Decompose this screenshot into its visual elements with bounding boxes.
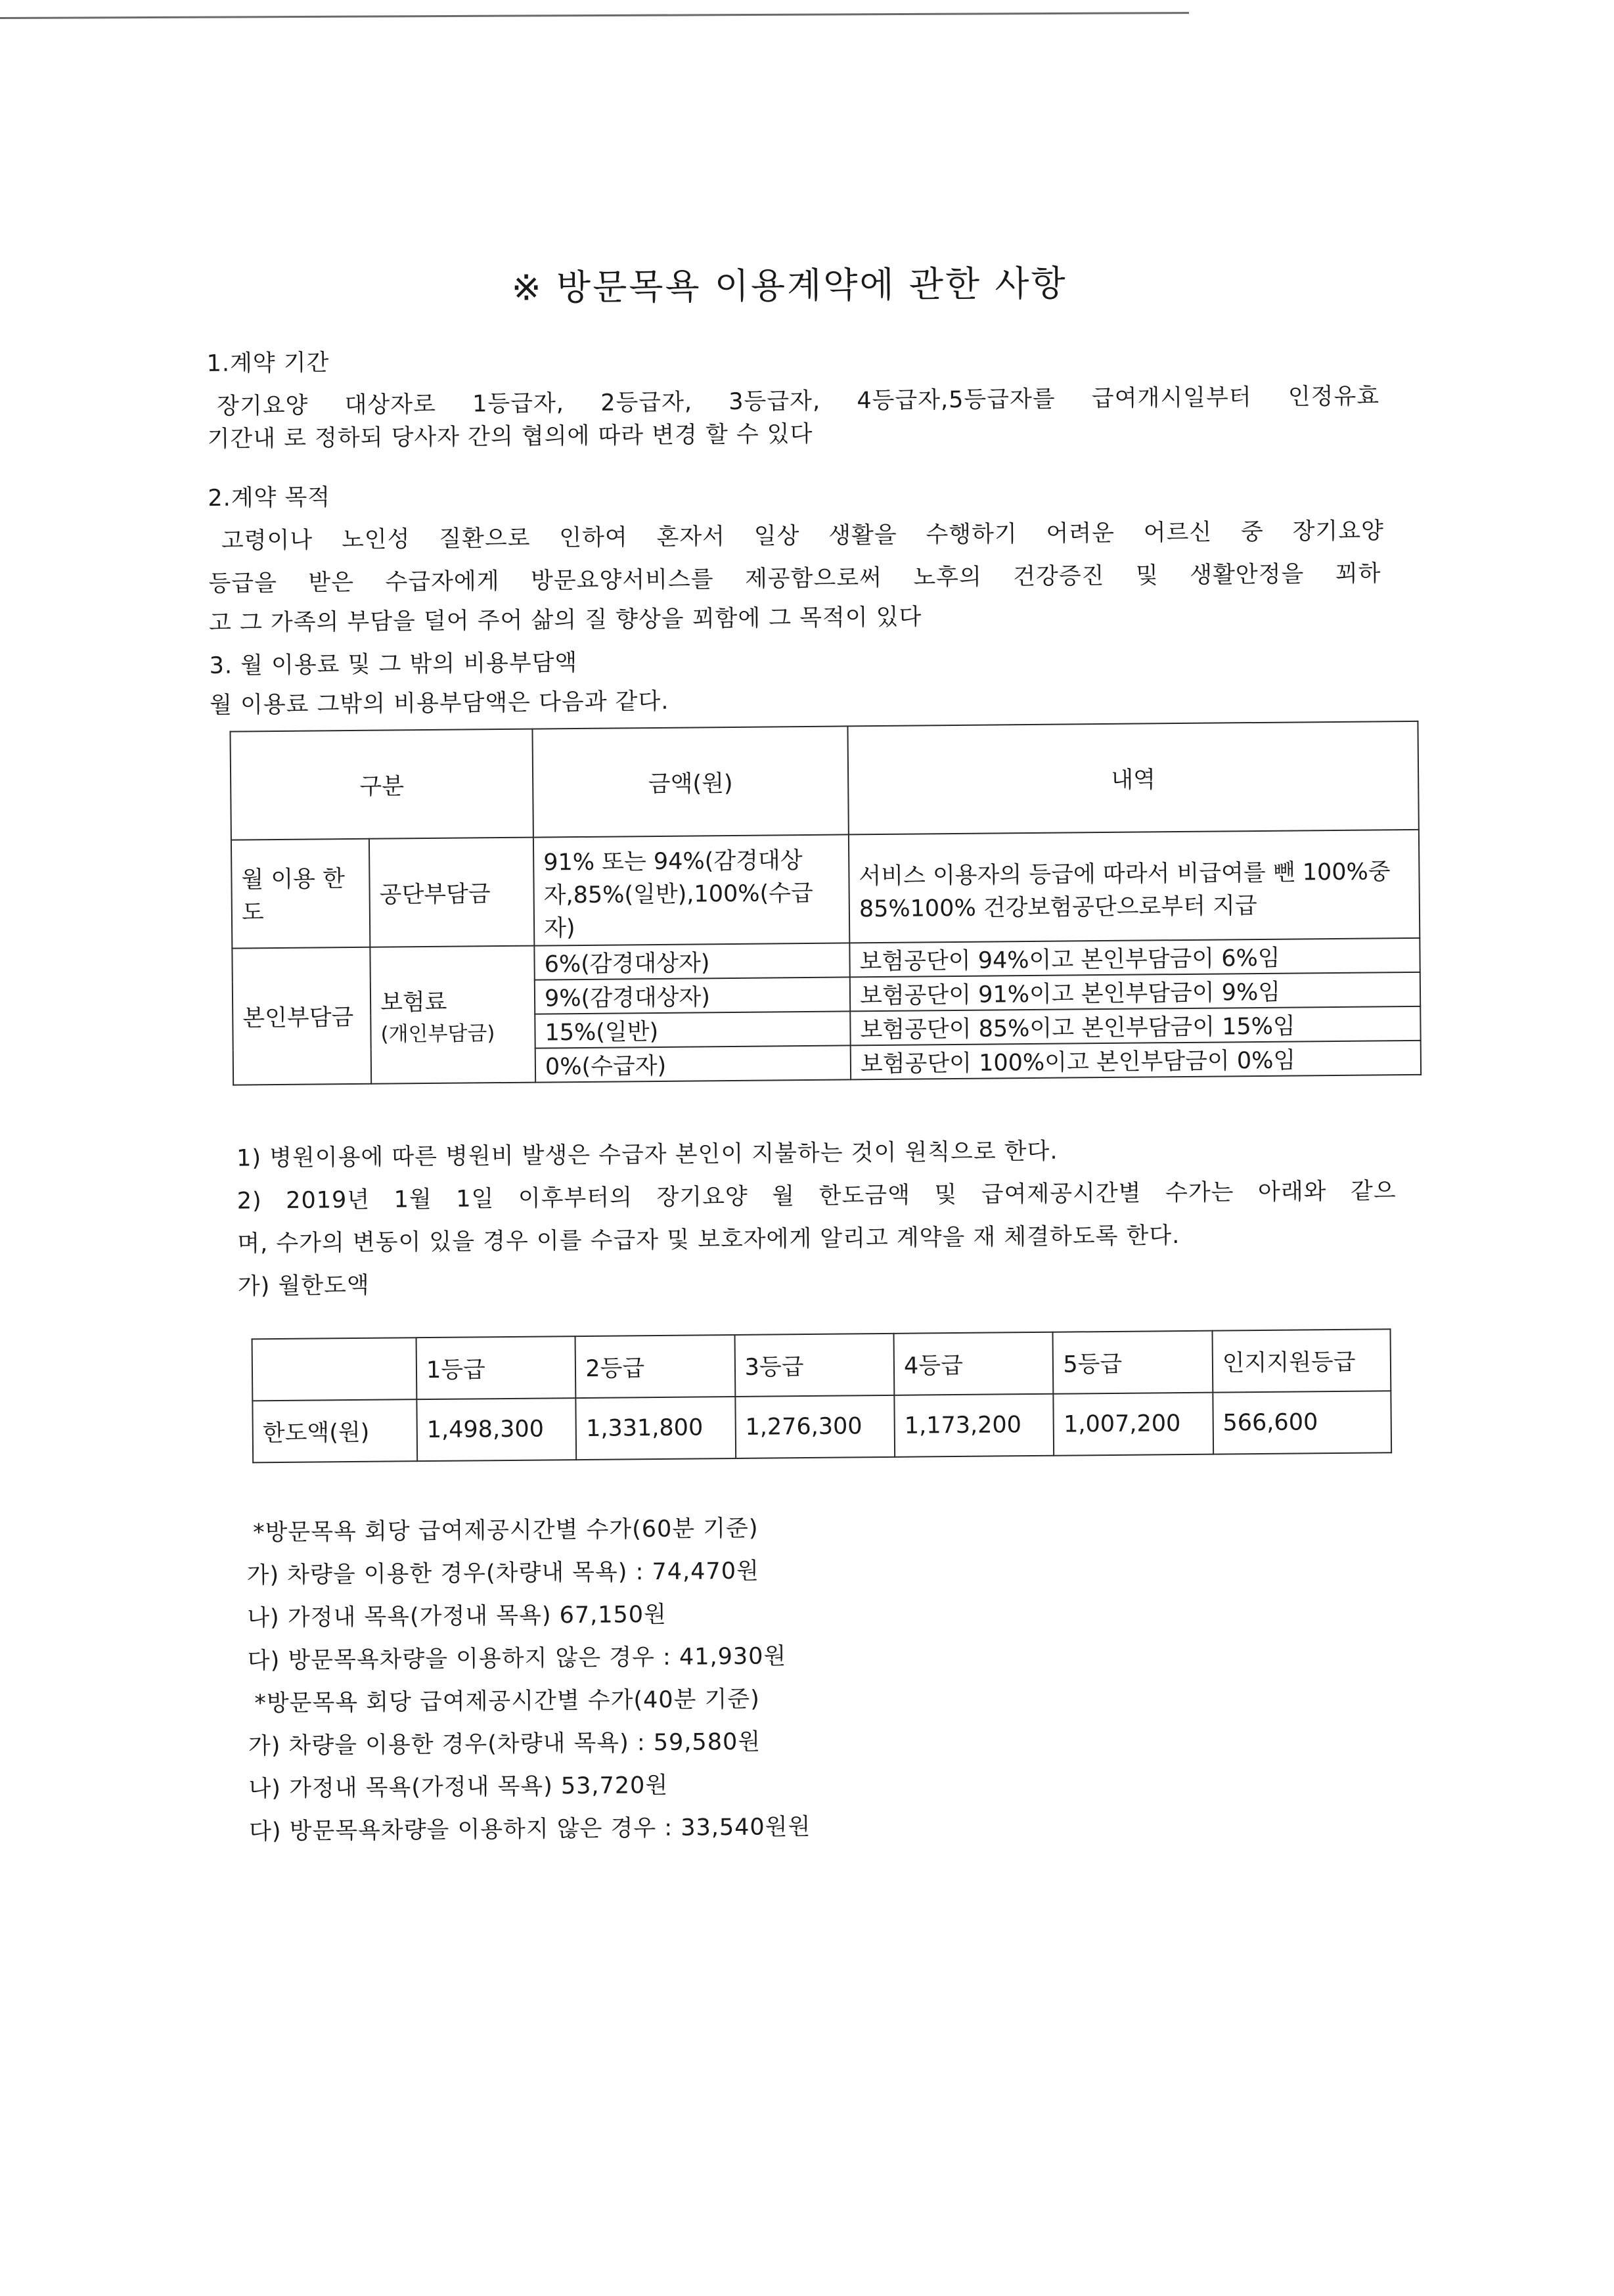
limit-amount: 1,331,800 [576,1397,736,1460]
section2-line: 등급을 받은 수급자에게 방문요양서비스를 제공함으로써 노후의 건강증진 및 생활안정을 꾀하 [208,560,1381,597]
copay-group: 본인부담금 [232,947,371,1085]
fee-table-row [231,830,1420,949]
limit-amount: 1,276,300 [735,1395,895,1458]
fee-item: 다) 방문목욕차량을 이용하지 않은 경우 : 33,540원원 [248,1813,811,1845]
grade-header: 3등급 [734,1334,894,1397]
limit-table-corner [252,1338,417,1401]
monthly-limit-heading: 가) 월한도액 [237,1272,370,1300]
limit-table-row [252,1391,1391,1462]
section2-heading: 2.계약 목적 [208,484,331,512]
limit-amount: 91% 또는 94%(감경대상자,85%(일반),100%(수급자) [533,834,849,945]
copay-amount: 0%(수급자) [535,1045,851,1082]
fee-item: 나) 가정내 목욕(가정내 목욕) 67,150원 [247,1601,667,1632]
note-line: 2) 2019년 1월 1일 이후부터의 장기요양 월 한도금액 및 급여제공시간별 수가는 아래와 같으 [236,1178,1397,1215]
copay-details: 보험공단이 85%이고 본인부담금이 15%임 [850,1006,1420,1046]
fee-item: 가) 차량을 이용한 경우(차량내 목욕) : 59,580원 [248,1728,761,1760]
fee-table [229,721,1422,1086]
fee-item: 다) 방문목욕차량을 이용하지 않은 경우 : 41,930원 [247,1643,787,1675]
fee-item: 가) 차량을 이용한 경우(차량내 목욕) : 74,470원 [246,1558,759,1589]
limit-group: 월 이용 한도 [231,839,370,949]
header-category: 구분 [230,729,533,840]
copay-amount: 15%(일반) [535,1011,850,1048]
section1-line: 기간내 로 정하되 당사자 간의 협의에 따라 변경 할 수 있다 [207,420,813,453]
note-line: 며, 수가의 변동이 있을 경우 이를 수급자 및 보호자에게 알리고 계약을 재 체결하도록 한다. [237,1223,1180,1257]
copay-item-label: 보험료 [380,989,447,1016]
limit-table-header [252,1329,1391,1401]
document-title: ※ 방문목욕 이용계약에 관한 사항 [511,262,1067,309]
limit-amount: 566,600 [1213,1391,1391,1454]
monthly-limit-table [252,1328,1393,1463]
section2-line: 고 그 가족의 부담을 덜어 주어 삶의 질 향상을 꾀함에 그 목적이 있다 [208,604,922,637]
section3-heading: 3. 월 이용료 및 그 밖의 비용부담액 [209,650,578,679]
fee-item: 나) 가정내 목욕(가정내 목욕) 53,720원 [248,1772,669,1803]
grade-header: 2등급 [575,1335,735,1398]
limit-item: 공단부담금 [369,838,534,947]
limit-amount: 1,498,300 [416,1398,576,1461]
header-details: 내역 [847,721,1418,835]
copay-details: 보험공단이 91%이고 본인부담금이 9%임 [850,972,1420,1012]
copay-amount: 6%(감경대상자) [534,943,849,979]
copay-details: 보험공단이 100%이고 본인부담금이 0%임 [851,1041,1421,1080]
grade-header: 4등급 [894,1332,1054,1395]
section2-line: 고령이나 노인성 질환으로 인하여 혼자서 일상 생활을 수행하기 어려운 어르신 중 장기요양 [221,518,1385,554]
note-line: 1) 병원이용에 따른 병원비 발생은 수급자 본인이 지불하는 것이 원칙으로 한다. [236,1138,1058,1172]
section1-heading: 1.계약 기간 [206,349,330,377]
grade-header: 1등급 [416,1336,576,1399]
limit-amount: 1,007,200 [1054,1393,1213,1456]
copay-amount: 9%(감경대상자) [535,977,850,1014]
fee-table-header [230,721,1418,840]
limit-amount: 1,173,200 [894,1394,1054,1457]
grade-header: 인지지원등급 [1212,1329,1391,1392]
fees-40-heading: *방문목욕 회당 급여제공시간별 수가(40분 기준) [254,1686,760,1717]
limit-details: 서비스 이용자의 등급에 따라서 비급여를 뺀 100%중 85%100% 건강보험공단으로부터 지급 [849,830,1420,943]
copay-details: 보험공단이 94%이고 본인부담금이 6%임 [849,938,1420,978]
section3-intro: 월 이용료 그밖의 비용부담액은 다음과 같다. [209,688,669,719]
copay-item-sub: (개인부담금) [380,1021,495,1047]
header-amount: 금액(원) [532,726,848,837]
limit-row-label: 한도액(원) [252,1399,417,1462]
fees-60-heading: *방문목욕 회당 급여제공시간별 수가(60분 기준) [252,1515,759,1546]
section1-line: 장기요양 대상자로 1등급자, 2등급자, 3등급자, 4등급자,5등급자를 급여개시일부터 인정유효 [216,383,1380,420]
grade-header: 5등급 [1053,1331,1213,1394]
copay-item [370,946,535,1084]
